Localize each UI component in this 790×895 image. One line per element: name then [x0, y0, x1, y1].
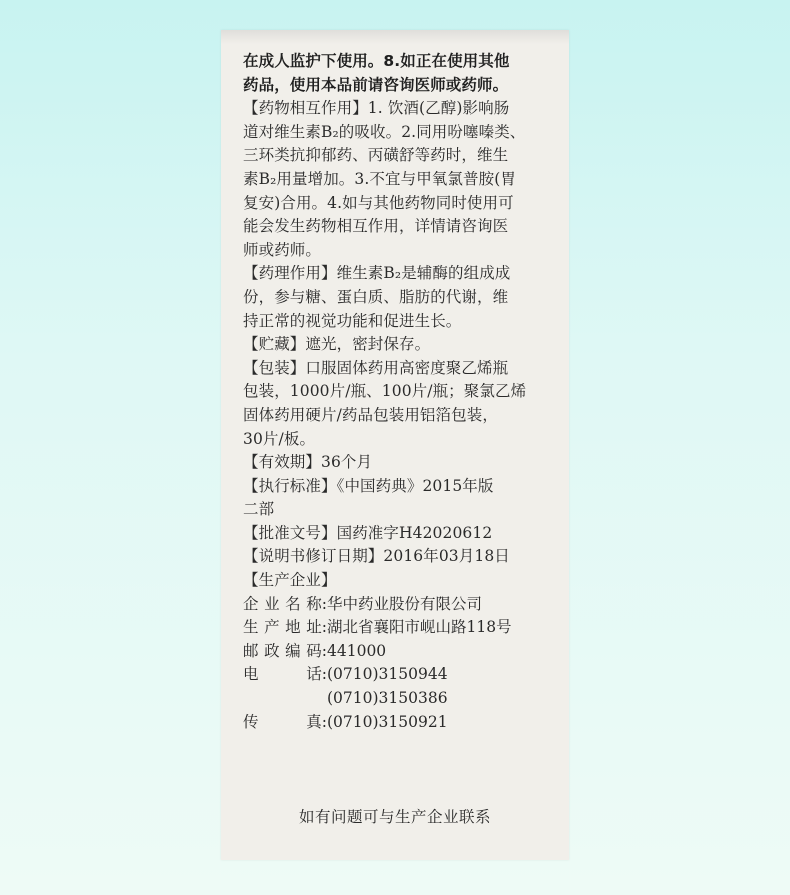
interaction-line-7: 师或药师。 [243, 240, 322, 259]
phone-label: 电 话: [243, 665, 327, 684]
company-address-label: 生 产 地 址: [243, 618, 327, 637]
postal-code-label: 邮 政 编 码: [243, 641, 327, 660]
leaflet-content [243, 50, 561, 734]
phone-row-2 [243, 687, 561, 711]
manufacturer-heading: 【生产企业】 [243, 571, 337, 590]
standard-line-1: 【执行标准】《中国药典》2015年版 [243, 476, 494, 495]
interaction-line-1: 【药物相互作用】1. 饮酒(乙醇)影响肠 [243, 99, 510, 118]
company-name-value: 华中药业股份有限公司 [327, 594, 483, 613]
usage-note-line-1: 在成人监护下使用。8.如正在使用其他 [243, 52, 510, 70]
instruction-leaflet [221, 30, 569, 860]
interaction-line-4: 素B₂用量增加。3.不宜与甲氧氯普胺(胃 [243, 169, 516, 188]
phone-row-1 [243, 663, 561, 687]
interaction-line-3: 三环类抗抑郁药、丙磺舒等药时，维生 [243, 146, 509, 165]
contact-footer: 如有问题可与生产企业联系 [298, 808, 491, 826]
fax-value: (0710)3150921 [327, 712, 448, 731]
company-address-row [243, 616, 561, 640]
phone-value-2: (0710)3150386 [327, 689, 448, 708]
shelf-life-line: 【有效期】36个月 [243, 453, 373, 472]
company-name-label: 企 业 名 称: [243, 594, 327, 613]
company-address-value: 湖北省襄阳市岘山路118号 [327, 618, 512, 637]
standard-line-2: 二部 [243, 500, 275, 519]
interaction-line-2: 道对维生素B₂的吸收。2.同用吩噻嗪类、 [243, 122, 526, 141]
packaging-line-1: 【包装】口服固体药用高密度聚乙烯瓶 [243, 358, 509, 377]
pharmacology-line-2: 份，参与糖、蛋白质、脂肪的代谢，维 [243, 287, 509, 306]
pharmacology-line-3: 持正常的视觉功能和促进生长。 [243, 311, 462, 330]
top-edge-shadow [221, 30, 569, 44]
interaction-line-5: 复安)合用。4.如与其他药物同时使用可 [243, 193, 514, 212]
company-name-row [243, 593, 561, 617]
packaging-line-3: 固体药用硬片/药品包装用铝箔包装， [243, 405, 498, 424]
approval-number-line: 【批准文号】国药准字H42020612 [243, 523, 493, 542]
interaction-line-6: 能会发生药物相互作用，详情请咨询医 [243, 217, 509, 236]
revision-date-line: 【说明书修订日期】2016年03月18日 [243, 547, 510, 566]
pharmacology-line-1: 【药理作用】维生素B₂是辅酶的组成成 [243, 264, 511, 283]
postal-code-value: 441000 [327, 641, 387, 660]
storage-line: 【贮藏】遮光，密封保存。 [243, 335, 431, 354]
usage-note-line-2: 药品，使用本品前请咨询医师或药师。 [243, 75, 509, 94]
phone-value-1: (0710)3150944 [327, 665, 448, 684]
packaging-line-2: 包装，1000片/瓶、100片/瓶；聚氯乙烯 [243, 382, 527, 401]
fax-row [243, 711, 561, 735]
fax-label: 传 真: [243, 712, 327, 731]
postal-code-row [243, 640, 561, 664]
packaging-line-4: 30片/板。 [243, 429, 316, 448]
phone-label-blank [243, 687, 327, 711]
